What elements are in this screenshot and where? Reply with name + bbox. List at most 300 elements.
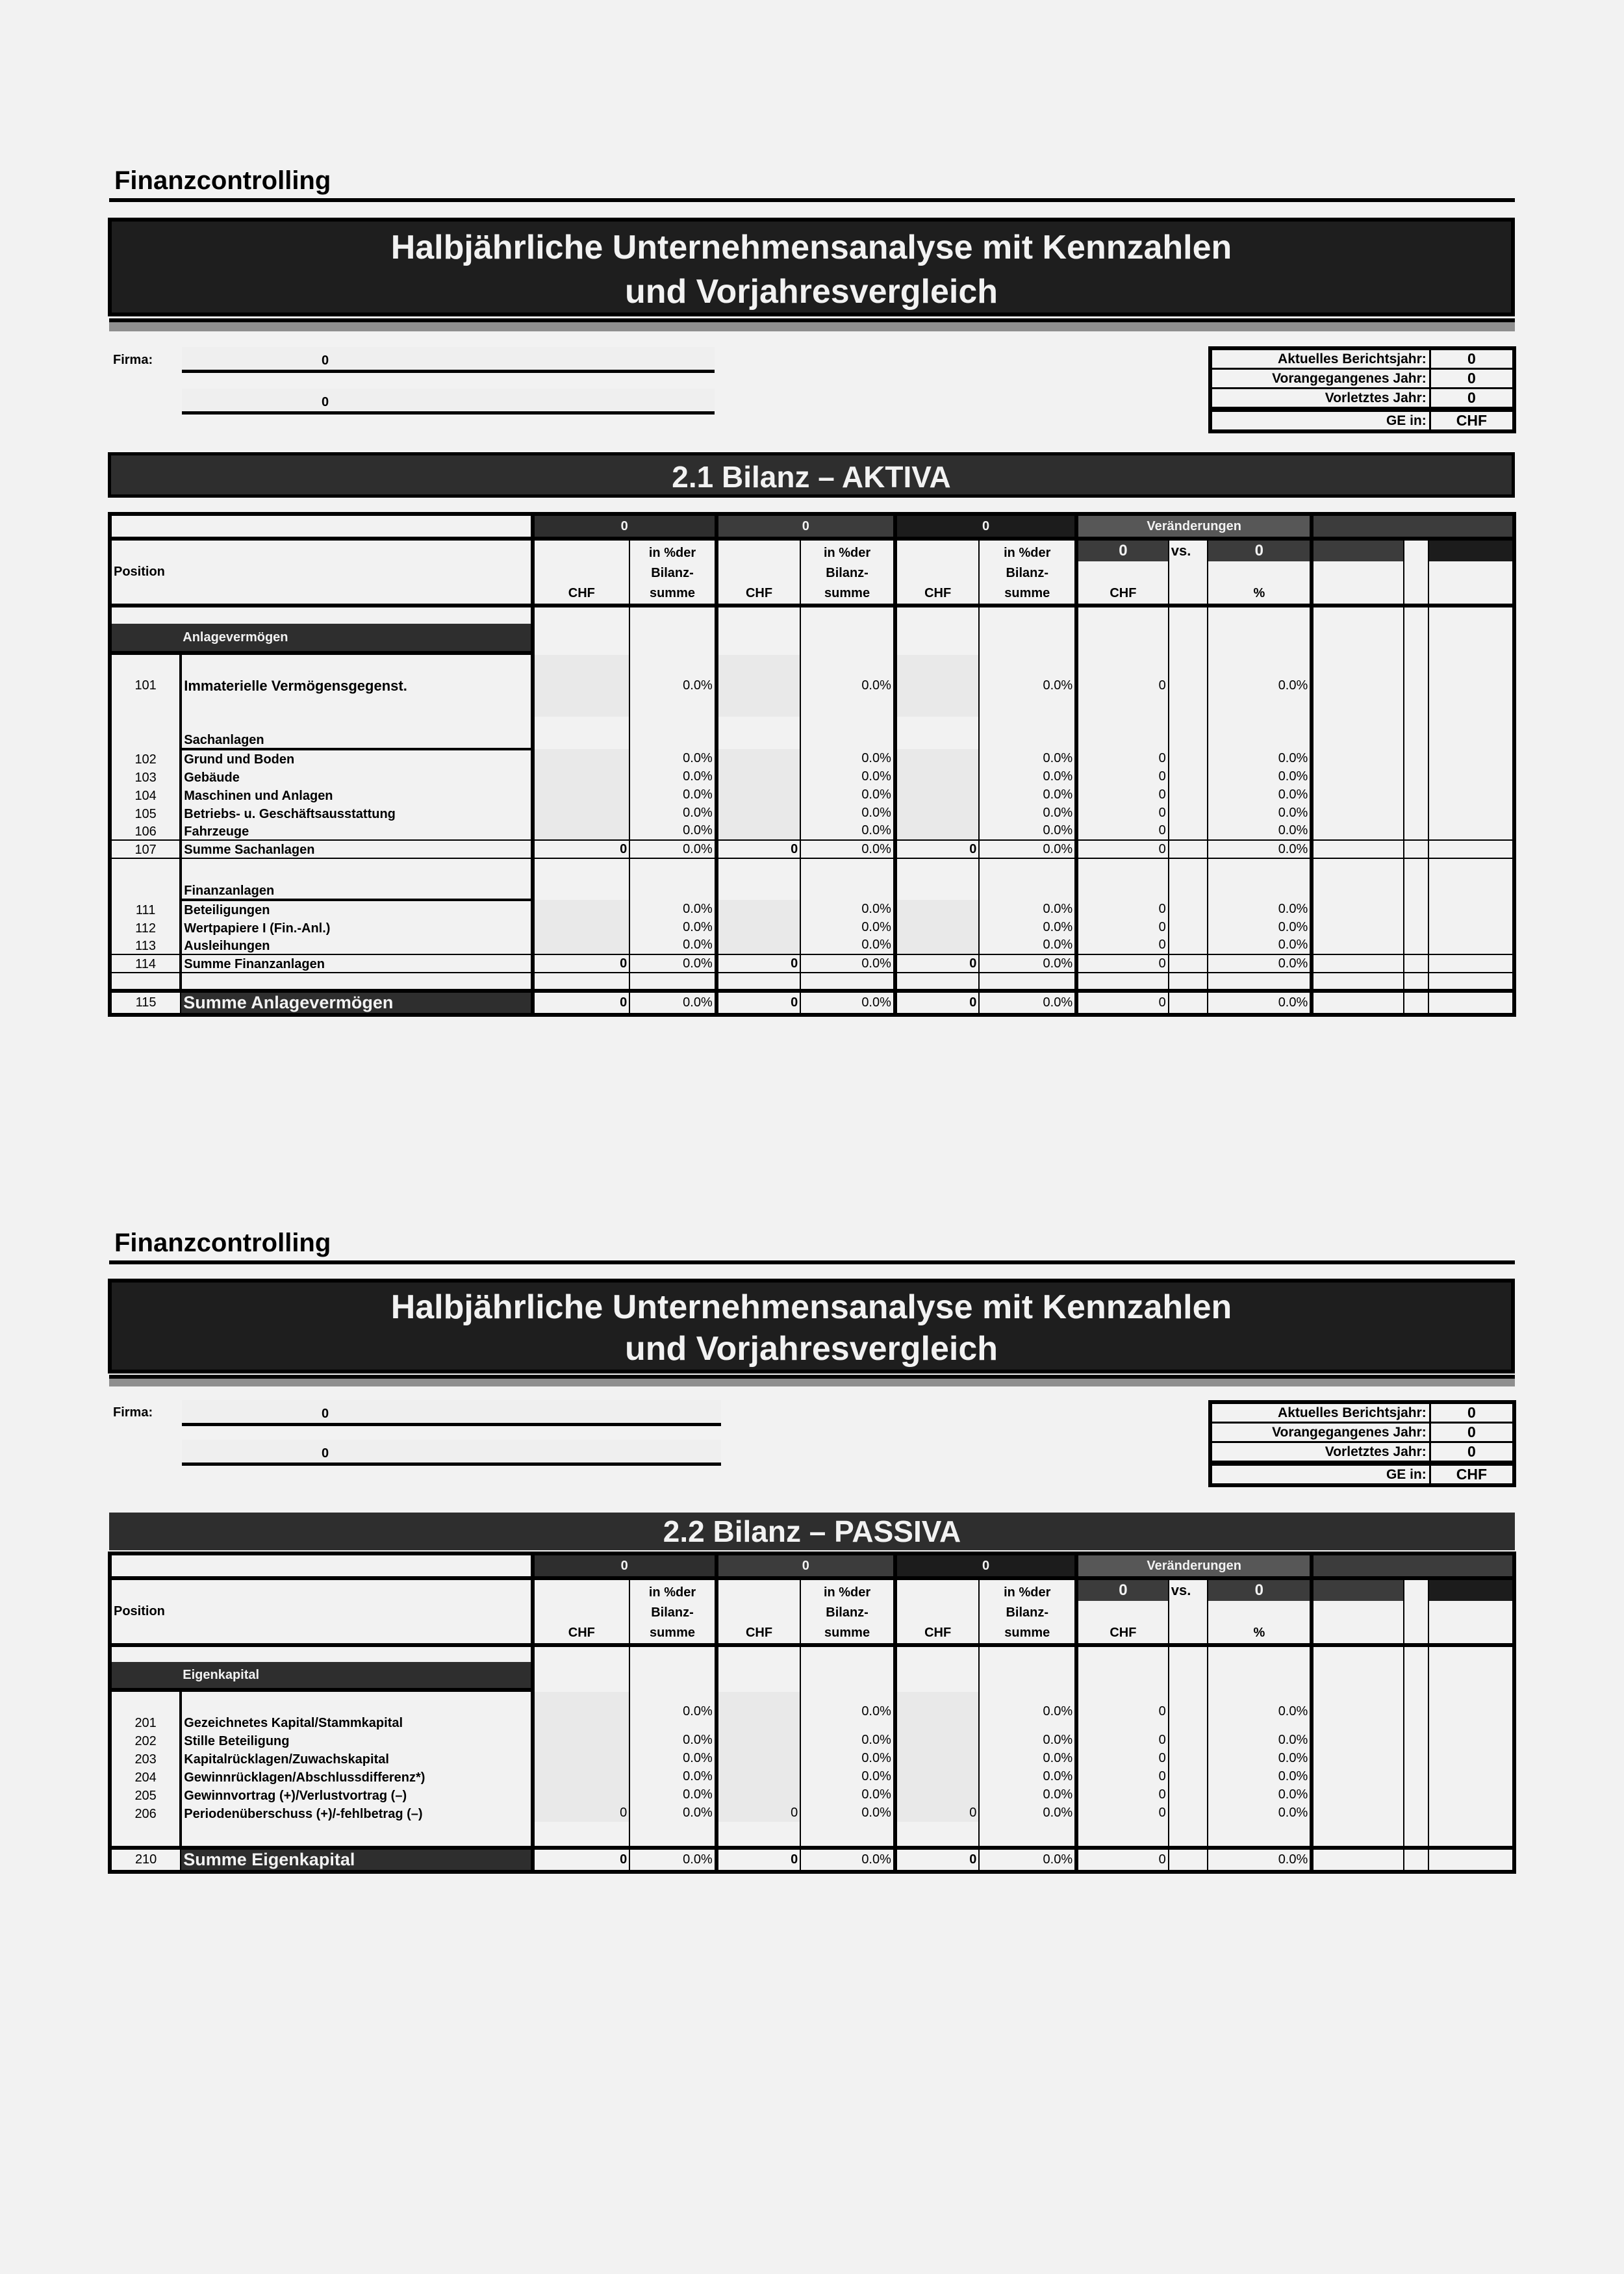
table-row	[110, 1767, 1514, 1785]
pct-year-2: 0.0%	[800, 1785, 895, 1804]
delta-chf: 0	[1076, 804, 1169, 822]
chf-year-2[interactable]	[717, 918, 800, 936]
pct-year-1: 0.0%	[629, 1785, 717, 1804]
chf-year-1[interactable]: 0	[533, 840, 630, 858]
delta-pct: 0.0%	[1208, 918, 1312, 936]
veraenderungen-header: Veränderungen	[1076, 1553, 1312, 1578]
pct-year-1: 0.0%	[629, 767, 717, 786]
delta-chf: 0	[1076, 936, 1169, 954]
pct-year-1: 0.0%	[629, 1692, 717, 1731]
chf-year-2[interactable]	[717, 749, 800, 767]
position-number: 201	[110, 1692, 181, 1731]
chf-year-2[interactable]: 0	[717, 991, 800, 1015]
pct-year-2: 0.0%	[800, 936, 895, 954]
pct-year-2: 0.0%	[800, 954, 895, 973]
pct-year-1: 0.0%	[629, 1731, 717, 1749]
delta-chf: 0	[1076, 1848, 1169, 1872]
firma-label: Firma:	[113, 353, 153, 367]
position-label: Summe Finanzanlagen	[181, 954, 532, 973]
pct-year-3: 0.0%	[979, 1848, 1076, 1872]
position-number: 105	[110, 804, 181, 822]
delta-pct: 0.0%	[1208, 1767, 1312, 1785]
position-number: 111	[110, 900, 181, 918]
position-label: Grund und Boden	[181, 749, 532, 767]
vorletztes-label: Vorletztes Jahr:	[1210, 1442, 1430, 1464]
chf-year-3[interactable]: 0	[895, 954, 979, 973]
pct-year-2: 0.0%	[800, 1767, 895, 1785]
pct-year-3: 0.0%	[979, 1749, 1076, 1767]
chf-year-3[interactable]	[895, 822, 979, 840]
chf-header: CHF	[895, 1578, 979, 1645]
pct-header: in %der Bilanz- summe	[800, 1578, 895, 1645]
table-row	[110, 749, 1514, 767]
table-row	[110, 767, 1514, 786]
firma-label: Firma:	[113, 1405, 153, 1420]
delta-pct: 0.0%	[1208, 954, 1312, 973]
subcategory-row	[110, 858, 1514, 900]
vorangegangenes-label: Vorangegangenes Jahr:	[1210, 1423, 1430, 1442]
balance-table-passiva	[108, 1552, 1516, 1874]
chf-year-2[interactable]	[717, 1749, 800, 1767]
delta-chf: 0	[1076, 1731, 1169, 1749]
chf-year-3[interactable]	[895, 1749, 979, 1767]
delta-pct: 0.0%	[1208, 767, 1312, 786]
chf-year-2[interactable]: 0	[717, 1804, 800, 1822]
chf-year-2[interactable]	[717, 1731, 800, 1749]
table-row	[110, 822, 1514, 840]
chf-year-1[interactable]: 0	[533, 954, 630, 973]
table-row	[110, 918, 1514, 936]
ge-value[interactable]: CHF	[1430, 409, 1514, 431]
vorletztes-label: Vorletztes Jahr:	[1210, 389, 1430, 410]
delta-chf: 0	[1076, 918, 1169, 936]
chf-year-2[interactable]	[717, 936, 800, 954]
pct-header: in %der Bilanz- summe	[629, 539, 717, 606]
chf-year-2[interactable]: 0	[717, 840, 800, 858]
position-label: Wertpapiere I (Fin.-Anl.)	[181, 918, 532, 936]
extra-header	[1312, 1553, 1514, 1578]
pct-year-2: 0.0%	[800, 822, 895, 840]
divider	[109, 198, 1515, 202]
delta-pct: 0.0%	[1208, 1785, 1312, 1804]
pct-year-3: 0.0%	[979, 954, 1076, 973]
delta-chf: 0	[1076, 991, 1169, 1015]
banner-line-1: Halbjährliche Unternehmensanalyse mit Kennzahlen	[390, 1288, 1232, 1326]
position-label: Ausleihungen	[181, 936, 532, 954]
divider	[109, 1260, 1515, 1264]
delta-chf: 0	[1076, 954, 1169, 973]
pct-year-1: 0.0%	[629, 954, 717, 973]
table-row	[110, 1731, 1514, 1749]
chf-year-2[interactable]: 0	[717, 954, 800, 973]
total-row	[110, 991, 1514, 1015]
position-number: 106	[110, 822, 181, 840]
pct-year-1: 0.0%	[629, 900, 717, 918]
vorangegangenes-value[interactable]: 0	[1430, 369, 1514, 389]
position-number: 115	[110, 991, 181, 1015]
pct-year-1: 0.0%	[629, 804, 717, 822]
delta-pct: 0.0%	[1208, 1848, 1312, 1872]
delta-chf: 0	[1076, 655, 1169, 717]
delta-chf: 0	[1076, 900, 1169, 918]
pct-year-2: 0.0%	[800, 767, 895, 786]
delta-chf: 0	[1076, 1692, 1169, 1731]
delta-chf-label: CHF	[1110, 1626, 1137, 1640]
delta-chf-header	[1076, 539, 1169, 606]
pct-year-2: 0.0%	[800, 1692, 895, 1731]
table-row	[110, 786, 1514, 804]
chf-year-3[interactable]	[895, 749, 979, 767]
chf-year-3[interactable]	[895, 936, 979, 954]
firma-value: 0	[322, 395, 329, 409]
total-label: Summe Eigenkapital	[181, 1848, 532, 1872]
pct-year-3: 0.0%	[979, 749, 1076, 767]
position-label: Betriebs- u. Geschäftsausstattung	[181, 804, 532, 822]
subcategory-row	[110, 717, 1514, 749]
report-banner	[108, 218, 1515, 316]
chf-year-2[interactable]	[717, 786, 800, 804]
vorangegangenes-label: Vorangegangenes Jahr:	[1210, 369, 1430, 389]
pct-year-3: 0.0%	[979, 840, 1076, 858]
pct-year-1: 0.0%	[629, 749, 717, 767]
pct-year-3: 0.0%	[979, 822, 1076, 840]
delta-pct: 0.0%	[1208, 1749, 1312, 1767]
delta-pct: 0.0%	[1208, 804, 1312, 822]
year-2-header: 0	[717, 514, 895, 539]
pct-year-2: 0.0%	[800, 804, 895, 822]
position-label: Gewinnvortrag (+)/Verlustvortrag (–)	[181, 1785, 532, 1804]
firma-field-2[interactable]	[182, 1440, 721, 1466]
chf-year-3[interactable]	[895, 1767, 979, 1785]
pct-year-2: 0.0%	[800, 1749, 895, 1767]
category-band: Eigenkapital	[181, 1662, 532, 1688]
delta-pct-label: %	[1253, 586, 1265, 600]
ge-label: GE in:	[1210, 409, 1430, 431]
pct-year-3: 0.0%	[979, 918, 1076, 936]
veraenderungen-header: Veränderungen	[1076, 514, 1312, 539]
year-1-header: 0	[533, 1553, 717, 1578]
chf-year-1[interactable]	[533, 749, 630, 767]
chf-year-3[interactable]	[895, 804, 979, 822]
table-row	[110, 1749, 1514, 1767]
delta-pct-label: %	[1253, 1626, 1265, 1640]
chf-year-2[interactable]	[717, 1767, 800, 1785]
vs-label: vs.	[1169, 539, 1208, 606]
firma-field-1[interactable]	[182, 1400, 721, 1426]
pct-year-3: 0.0%	[979, 900, 1076, 918]
chf-year-2[interactable]	[717, 1785, 800, 1804]
chf-year-3[interactable]	[895, 918, 979, 936]
chf-year-1[interactable]	[533, 804, 630, 822]
chf-year-1[interactable]	[533, 1767, 630, 1785]
position-number: 104	[110, 786, 181, 804]
chf-year-2[interactable]	[717, 1692, 800, 1731]
pct-header: in %der Bilanz- summe	[979, 1578, 1076, 1645]
pct-year-3: 0.0%	[979, 767, 1076, 786]
category-band-row	[110, 1662, 1514, 1688]
pct-year-3: 0.0%	[979, 1731, 1076, 1749]
chf-year-1[interactable]: 0	[533, 991, 630, 1015]
position-number: 202	[110, 1731, 181, 1749]
pct-year-1: 0.0%	[629, 1848, 717, 1872]
position-label: Periodenüberschuss (+)/-fehlbetrag (–)	[181, 1804, 532, 1822]
delta-pct: 0.0%	[1208, 749, 1312, 767]
delta-pct-header	[1208, 1578, 1312, 1645]
year-header-row	[110, 1553, 1514, 1578]
table-row	[110, 1804, 1514, 1822]
position-number: 112	[110, 918, 181, 936]
pct-year-1: 0.0%	[629, 786, 717, 804]
delta-pct: 0.0%	[1208, 822, 1312, 840]
chf-year-1[interactable]	[533, 767, 630, 786]
pct-year-3: 0.0%	[979, 786, 1076, 804]
pct-year-3: 0.0%	[979, 1767, 1076, 1785]
chf-year-3[interactable]	[895, 1692, 979, 1731]
firma-value: 0	[322, 1407, 329, 1421]
chf-year-1[interactable]	[533, 918, 630, 936]
aktuelles-label: Aktuelles Berichtsjahr:	[1210, 1402, 1430, 1423]
delta-pct: 0.0%	[1208, 936, 1312, 954]
divider-bar	[109, 318, 1515, 331]
pct-year-2: 0.0%	[800, 900, 895, 918]
delta-pct: 0.0%	[1208, 786, 1312, 804]
pct-year-1: 0.0%	[629, 655, 717, 717]
position-label: Kapitalrücklagen/Zuwachskapital	[181, 1749, 532, 1767]
chf-year-1[interactable]: 0	[533, 1848, 630, 1872]
pct-year-3: 0.0%	[979, 655, 1076, 717]
section-label: Finanzcontrolling	[114, 1229, 331, 1257]
column-header-row	[110, 539, 1514, 606]
delta-pct: 0.0%	[1208, 1804, 1312, 1822]
aktuelles-label: Aktuelles Berichtsjahr:	[1210, 348, 1430, 369]
delta-chf: 0	[1076, 749, 1169, 767]
delta-pct: 0.0%	[1208, 900, 1312, 918]
chf-year-1[interactable]	[533, 900, 630, 918]
chf-year-3[interactable]: 0	[895, 991, 979, 1015]
category-band: Anlagevermögen	[181, 624, 532, 651]
firma-value: 0	[322, 353, 329, 368]
position-label: Immaterielle Vermögensgegenst.	[181, 655, 532, 717]
pct-year-2: 0.0%	[800, 786, 895, 804]
delta-pct: 0.0%	[1208, 655, 1312, 717]
total-row	[110, 1848, 1514, 1872]
ge-value[interactable]: CHF	[1430, 1463, 1514, 1485]
column-header-row	[110, 1578, 1514, 1645]
balance-table-aktiva	[108, 512, 1516, 1017]
chf-year-3[interactable]: 0	[895, 1804, 979, 1822]
pct-year-1: 0.0%	[629, 991, 717, 1015]
delta-pct-header	[1208, 539, 1312, 606]
delta-chf: 0	[1076, 1767, 1169, 1785]
extra-header	[1312, 514, 1514, 539]
table-row	[110, 1785, 1514, 1804]
pct-year-3: 0.0%	[979, 991, 1076, 1015]
delta-chf: 0	[1076, 822, 1169, 840]
position-header: Position	[110, 1578, 533, 1645]
delta-chf: 0	[1076, 767, 1169, 786]
position-number: 203	[110, 1749, 181, 1767]
pct-year-1: 0.0%	[629, 918, 717, 936]
table-row	[110, 655, 1514, 717]
chf-year-3[interactable]	[895, 1785, 979, 1804]
position-number: 205	[110, 1785, 181, 1804]
chf-header: CHF	[895, 539, 979, 606]
vs-right-year: 0	[1208, 541, 1310, 561]
position-number: 103	[110, 767, 181, 786]
chf-year-3[interactable]	[895, 655, 979, 717]
year-info-box	[1208, 1400, 1516, 1487]
banner-line-2: und Vorjahresvergleich	[624, 1330, 998, 1368]
position-number: 113	[110, 936, 181, 954]
table-row	[110, 804, 1514, 822]
chf-year-3[interactable]	[895, 767, 979, 786]
vs-label: vs.	[1169, 1578, 1208, 1645]
chf-header: CHF	[533, 539, 630, 606]
chf-year-2[interactable]	[717, 767, 800, 786]
chf-year-1[interactable]	[533, 1785, 630, 1804]
chf-year-3[interactable]	[895, 786, 979, 804]
aktuelles-value[interactable]: 0	[1430, 1402, 1514, 1423]
banner-line-1: Halbjährliche Unternehmensanalyse mit Kennzahlen	[390, 229, 1232, 266]
chf-year-1[interactable]	[533, 936, 630, 954]
position-number: 102	[110, 749, 181, 767]
delta-chf: 0	[1076, 1785, 1169, 1804]
section-label: Finanzcontrolling	[114, 166, 331, 195]
section-title: 2.1 Bilanz – AKTIVA	[108, 452, 1515, 498]
pct-header: in %der Bilanz- summe	[979, 539, 1076, 606]
section-title: 2.2 Bilanz – PASSIVA	[109, 1513, 1515, 1550]
year-header-row	[110, 514, 1514, 539]
divider-bar	[109, 1375, 1515, 1386]
position-label: Summe Sachanlagen	[181, 840, 532, 858]
table-row	[110, 900, 1514, 918]
position-label: Beteiligungen	[181, 900, 532, 918]
table-row	[110, 954, 1514, 973]
table-row	[110, 936, 1514, 954]
position-number: 101	[110, 655, 181, 717]
position-header: Position	[110, 539, 533, 606]
pct-year-2: 0.0%	[800, 655, 895, 717]
position-label: Maschinen und Anlagen	[181, 786, 532, 804]
pct-year-3: 0.0%	[979, 1785, 1076, 1804]
vorangegangenes-value[interactable]: 0	[1430, 1423, 1514, 1442]
pct-year-2: 0.0%	[800, 918, 895, 936]
chf-year-2[interactable]	[717, 900, 800, 918]
pct-year-2: 0.0%	[800, 1848, 895, 1872]
chf-year-2[interactable]	[717, 655, 800, 717]
chf-year-3[interactable]	[895, 900, 979, 918]
pct-year-3: 0.0%	[979, 1804, 1076, 1822]
firma-field-2[interactable]	[182, 389, 715, 415]
pct-year-2: 0.0%	[800, 1731, 895, 1749]
delta-chf-header	[1076, 1578, 1169, 1645]
chf-year-1[interactable]: 0	[533, 1804, 630, 1822]
position-number: 204	[110, 1767, 181, 1785]
chf-year-1[interactable]	[533, 786, 630, 804]
report-banner	[108, 1279, 1515, 1373]
pct-header: in %der Bilanz- summe	[800, 539, 895, 606]
pct-year-1: 0.0%	[629, 840, 717, 858]
firma-value: 0	[322, 1446, 329, 1461]
pct-year-1: 0.0%	[629, 822, 717, 840]
chf-year-3[interactable]: 0	[895, 840, 979, 858]
delta-chf: 0	[1076, 786, 1169, 804]
pct-year-1: 0.0%	[629, 936, 717, 954]
vorletztes-value[interactable]: 0	[1430, 1442, 1514, 1464]
position-label: Gezeichnetes Kapital/Stammkapital	[181, 1692, 532, 1731]
subcategory-label: Sachanlagen	[181, 717, 532, 749]
chf-year-1[interactable]	[533, 655, 630, 717]
position-label: Gebäude	[181, 767, 532, 786]
pct-year-2: 0.0%	[800, 1804, 895, 1822]
delta-pct: 0.0%	[1208, 991, 1312, 1015]
year-3-header: 0	[895, 1553, 1076, 1578]
chf-year-1[interactable]	[533, 1749, 630, 1767]
position-number: 210	[110, 1848, 181, 1872]
delta-chf: 0	[1076, 1749, 1169, 1767]
vs-right-year: 0	[1208, 1580, 1310, 1601]
chf-year-1[interactable]	[533, 1731, 630, 1749]
banner-line-2: und Vorjahresvergleich	[624, 273, 998, 311]
chf-header: CHF	[717, 539, 800, 606]
vorletztes-value[interactable]: 0	[1430, 389, 1514, 410]
pct-year-3: 0.0%	[979, 936, 1076, 954]
pct-header: in %der Bilanz- summe	[629, 1578, 717, 1645]
chf-year-3[interactable]: 0	[895, 1848, 979, 1872]
ge-label: GE in:	[1210, 1463, 1430, 1485]
pct-year-1: 0.0%	[629, 1767, 717, 1785]
total-label: Summe Anlagevermögen	[181, 991, 532, 1015]
chf-year-3[interactable]	[895, 1731, 979, 1749]
chf-year-2[interactable]: 0	[717, 1848, 800, 1872]
position-number: 107	[110, 840, 181, 858]
table-row	[110, 840, 1514, 858]
category-band-row	[110, 624, 1514, 651]
chf-year-2[interactable]	[717, 804, 800, 822]
chf-year-1[interactable]	[533, 822, 630, 840]
position-number: 114	[110, 954, 181, 973]
table-row	[110, 1692, 1514, 1731]
firma-field-1[interactable]	[182, 347, 715, 373]
pct-year-2: 0.0%	[800, 991, 895, 1015]
vs-left-year: 0	[1078, 1580, 1168, 1601]
delta-pct: 0.0%	[1208, 840, 1312, 858]
pct-year-3: 0.0%	[979, 1692, 1076, 1731]
pct-year-2: 0.0%	[800, 840, 895, 858]
delta-chf: 0	[1076, 840, 1169, 858]
position-label: Stille Beteiligung	[181, 1731, 532, 1749]
pct-year-1: 0.0%	[629, 1749, 717, 1767]
pct-year-2: 0.0%	[800, 749, 895, 767]
pct-year-1: 0.0%	[629, 1804, 717, 1822]
delta-pct: 0.0%	[1208, 1731, 1312, 1749]
chf-year-1[interactable]	[533, 1692, 630, 1731]
position-number: 206	[110, 1804, 181, 1822]
year-info-box	[1208, 346, 1516, 433]
chf-header: CHF	[533, 1578, 630, 1645]
pct-year-3: 0.0%	[979, 804, 1076, 822]
chf-header: CHF	[717, 1578, 800, 1645]
delta-chf-label: CHF	[1110, 586, 1137, 600]
position-label: Fahrzeuge	[181, 822, 532, 840]
subcategory-label: Finanzanlagen	[181, 858, 532, 900]
delta-pct: 0.0%	[1208, 1692, 1312, 1731]
chf-year-2[interactable]	[717, 822, 800, 840]
year-2-header: 0	[717, 1553, 895, 1578]
aktuelles-value[interactable]: 0	[1430, 348, 1514, 369]
vs-left-year: 0	[1078, 541, 1168, 561]
delta-chf: 0	[1076, 1804, 1169, 1822]
